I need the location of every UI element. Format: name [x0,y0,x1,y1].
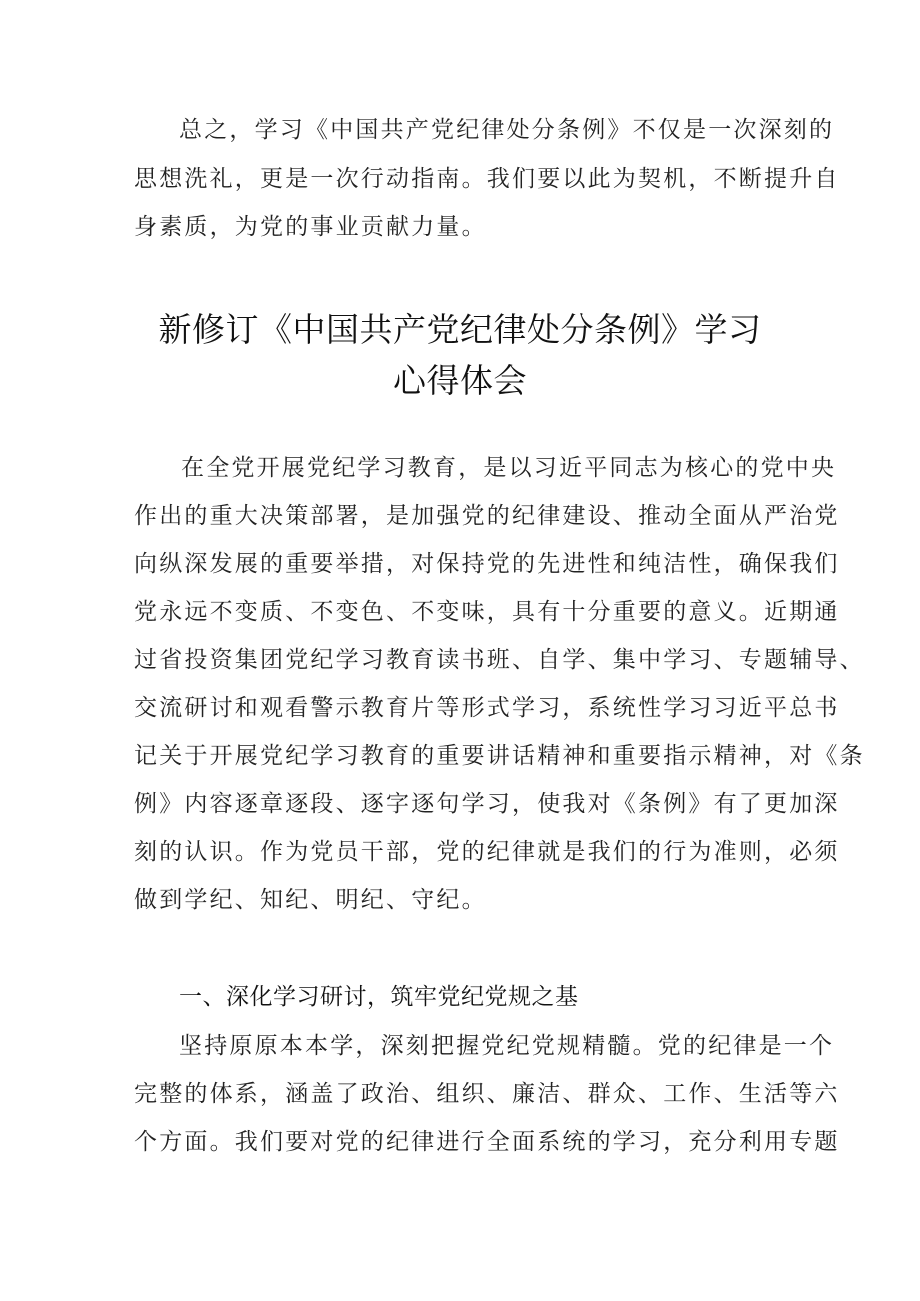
main-line-10: 做到学纪、知纪、明纪、守纪。 [134,887,487,913]
intro-line-3: 身素质，为党的事业贡献力量。 [134,214,487,240]
main-line-2: 作出的重大决策部署，是加强党的纪律建设、推动全面从严治党 [134,503,840,529]
main-line-7: 记关于开展党纪学习教育的重要讲话精神和重要指示精神，对《条 [134,743,865,769]
main-line-5: 过省投资集团党纪学习教育读书班、自学、集中学习、专题辅导、 [134,647,865,673]
section-1-heading: 一、深化学习研讨，筑牢党纪党规之基 [179,984,579,1010]
main-line-3: 向纵深发展的重要举措，对保持党的先进性和纯洁性，确保我们 [134,551,840,577]
section-1-line-1: 坚持原原本本学，深刻把握党纪党规精髓。党的纪律是一个 [179,1033,835,1059]
main-line-8: 例》内容逐章逐段、逐字逐句学习，使我对《条例》有了更加深 [134,791,840,817]
intro-line-2: 思想洗礼，更是一次行动指南。我们要以此为契机，不断提升自 [134,166,840,192]
document-title-line-1: 新修订《中国共产党纪律处分条例》学习 [158,310,762,349]
main-line-9: 刻的认识。作为党员干部，党的纪律就是我们的行为准则，必须 [134,839,840,865]
main-line-6: 交流研讨和观看警示教育片等形式学习，系统性学习习近平总书 [134,695,840,721]
main-line-4: 党永远不变质、不变色、不变味，具有十分重要的意义。近期通 [134,599,840,625]
document-title-line-2: 心得体会 [393,361,527,400]
section-1-line-2: 完整的体系，涵盖了政治、组织、廉洁、群众、工作、生活等六 [134,1081,840,1107]
main-line-1: 在全党开展党纪学习教育，是以习近平同志为核心的党中央 [181,455,837,481]
intro-line-1: 总之，学习《中国共产党纪律处分条例》不仅是一次深刻的 [179,117,835,143]
section-1-line-3: 个方面。我们要对党的纪律进行全面系统的学习，充分利用专题 [134,1129,840,1155]
